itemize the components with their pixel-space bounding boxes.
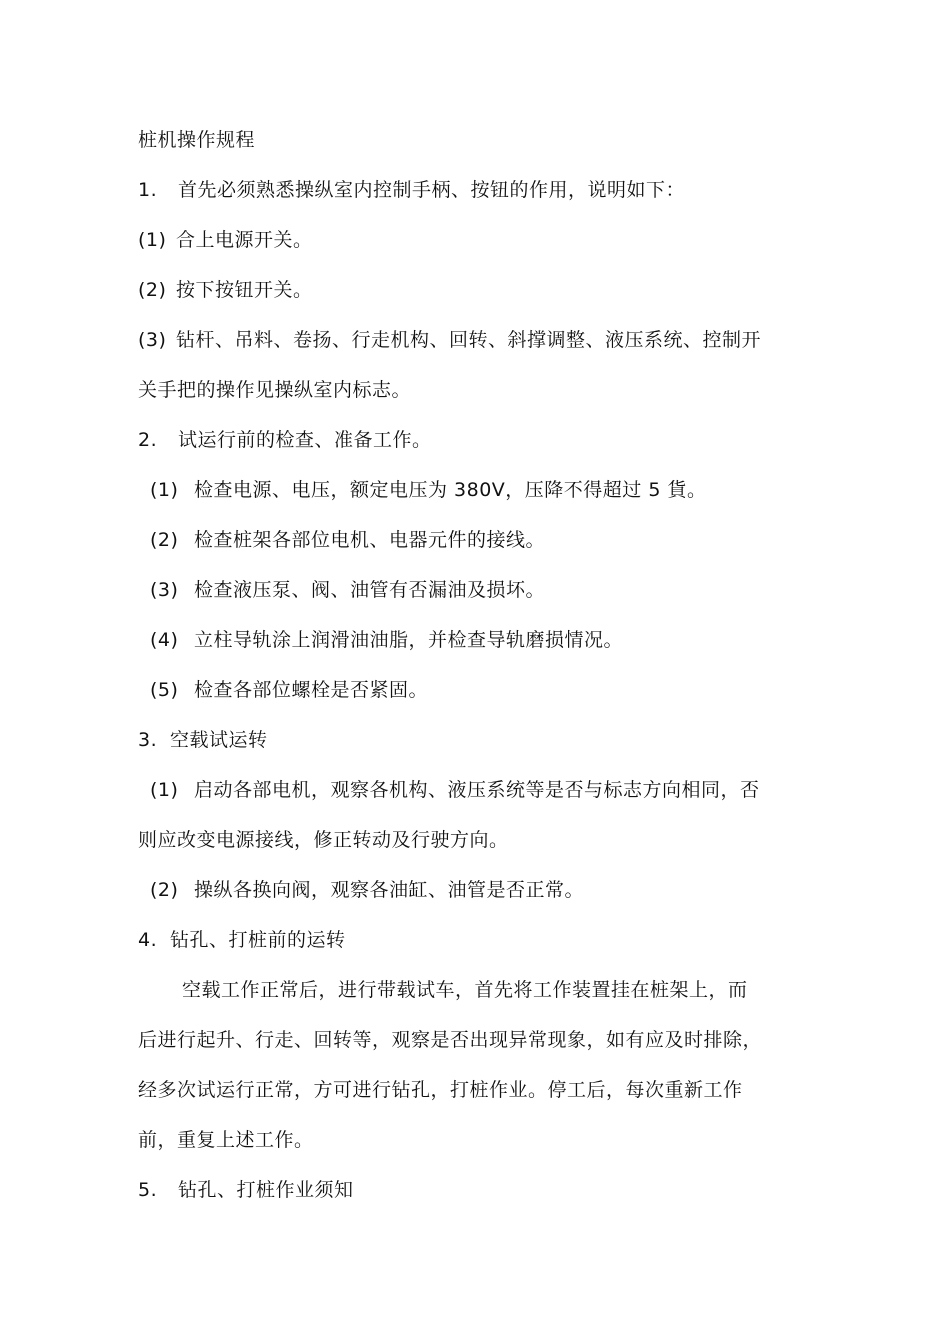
item-text: 钻杆、吊料、卷扬、行走机构、回转、斜撑调整、液压系统、控制开 (176, 329, 762, 351)
list-item (150, 677, 830, 703)
item-number: 3. (138, 729, 158, 751)
item-number: (3) (138, 329, 167, 351)
item-number: (1) (150, 779, 179, 801)
list-item (138, 1177, 818, 1203)
paragraph-line (182, 977, 862, 1003)
document-title (138, 127, 818, 153)
item-text: 则应改变电源接线，修正转动及行驶方向。 (138, 829, 509, 851)
item-number: 5. (138, 1179, 158, 1201)
item-number: 2. (138, 429, 158, 451)
list-item (150, 777, 830, 803)
item-number: (1) (150, 479, 179, 501)
item-text: 立柱导轨涂上润滑油油脂，并检查导轨磨损情况。 (194, 629, 624, 651)
continuation-line (138, 377, 818, 403)
paragraph-line (138, 1127, 818, 1153)
item-text: 空载试运转 (170, 729, 268, 751)
item-text: 操纵各换向阀，观察各油缸、油管是否正常。 (194, 879, 585, 901)
title-text: 桩机操作规程 (138, 129, 256, 151)
list-item (138, 327, 818, 353)
list-item (150, 477, 830, 503)
item-text: 按下按钮开关。 (176, 279, 313, 301)
item-text: 首先必须熟悉操纵室内控制手柄、按钮的作用，说明如下： (178, 179, 686, 201)
item-text: 检查电源、电压，额定电压为 380V，压降不得超过 5 貨。 (194, 479, 707, 501)
item-number: 1. (138, 179, 158, 201)
paragraph-line (138, 1077, 818, 1103)
list-item (138, 427, 818, 453)
item-text: 关手把的操作见操纵室内标志。 (138, 379, 412, 401)
paragraph-text: 经多次试运行正常，方可进行钻孔，打桩作业。停工后，每次重新工作 (138, 1079, 743, 1101)
item-number: (2) (150, 879, 179, 901)
list-item (138, 227, 818, 253)
item-number: (2) (150, 529, 179, 551)
paragraph-text: 前，重复上述工作。 (138, 1129, 314, 1151)
item-number: (3) (150, 579, 179, 601)
item-text: 合上电源开关。 (176, 229, 313, 251)
item-text: 启动各部电机，观察各机构、液压系统等是否与标志方向相同，否 (194, 779, 760, 801)
list-item (150, 627, 830, 653)
item-number: (4) (150, 629, 179, 651)
continuation-line (138, 827, 818, 853)
item-text: 钻孔、打桩前的运转 (170, 929, 346, 951)
list-item (150, 577, 830, 603)
item-number: 4. (138, 929, 158, 951)
list-item (150, 877, 830, 903)
list-item (138, 177, 818, 203)
item-text: 检查各部位螺栓是否紧固。 (194, 679, 429, 701)
item-number: (2) (138, 279, 167, 301)
list-item (138, 927, 818, 953)
paragraph-text: 空载工作正常后，进行带载试车，首先将工作装置挂在桩架上，而 (182, 979, 748, 1001)
item-number: (1) (138, 229, 167, 251)
item-text: 试运行前的检查、准备工作。 (178, 429, 432, 451)
paragraph-text: 后进行起升、行走、回转等，观察是否出现异常现象，如有应及时排除， (138, 1029, 763, 1051)
item-text: 检查液压泵、阀、油管有否漏油及损坏。 (194, 579, 546, 601)
list-item (138, 277, 818, 303)
list-item (138, 727, 818, 753)
paragraph-line (138, 1027, 818, 1053)
list-item (150, 527, 830, 553)
item-text: 钻孔、打桩作业须知 (178, 1179, 354, 1201)
item-text: 检查桩架各部位电机、电器元件的接线。 (194, 529, 546, 551)
item-number: (5) (150, 679, 179, 701)
